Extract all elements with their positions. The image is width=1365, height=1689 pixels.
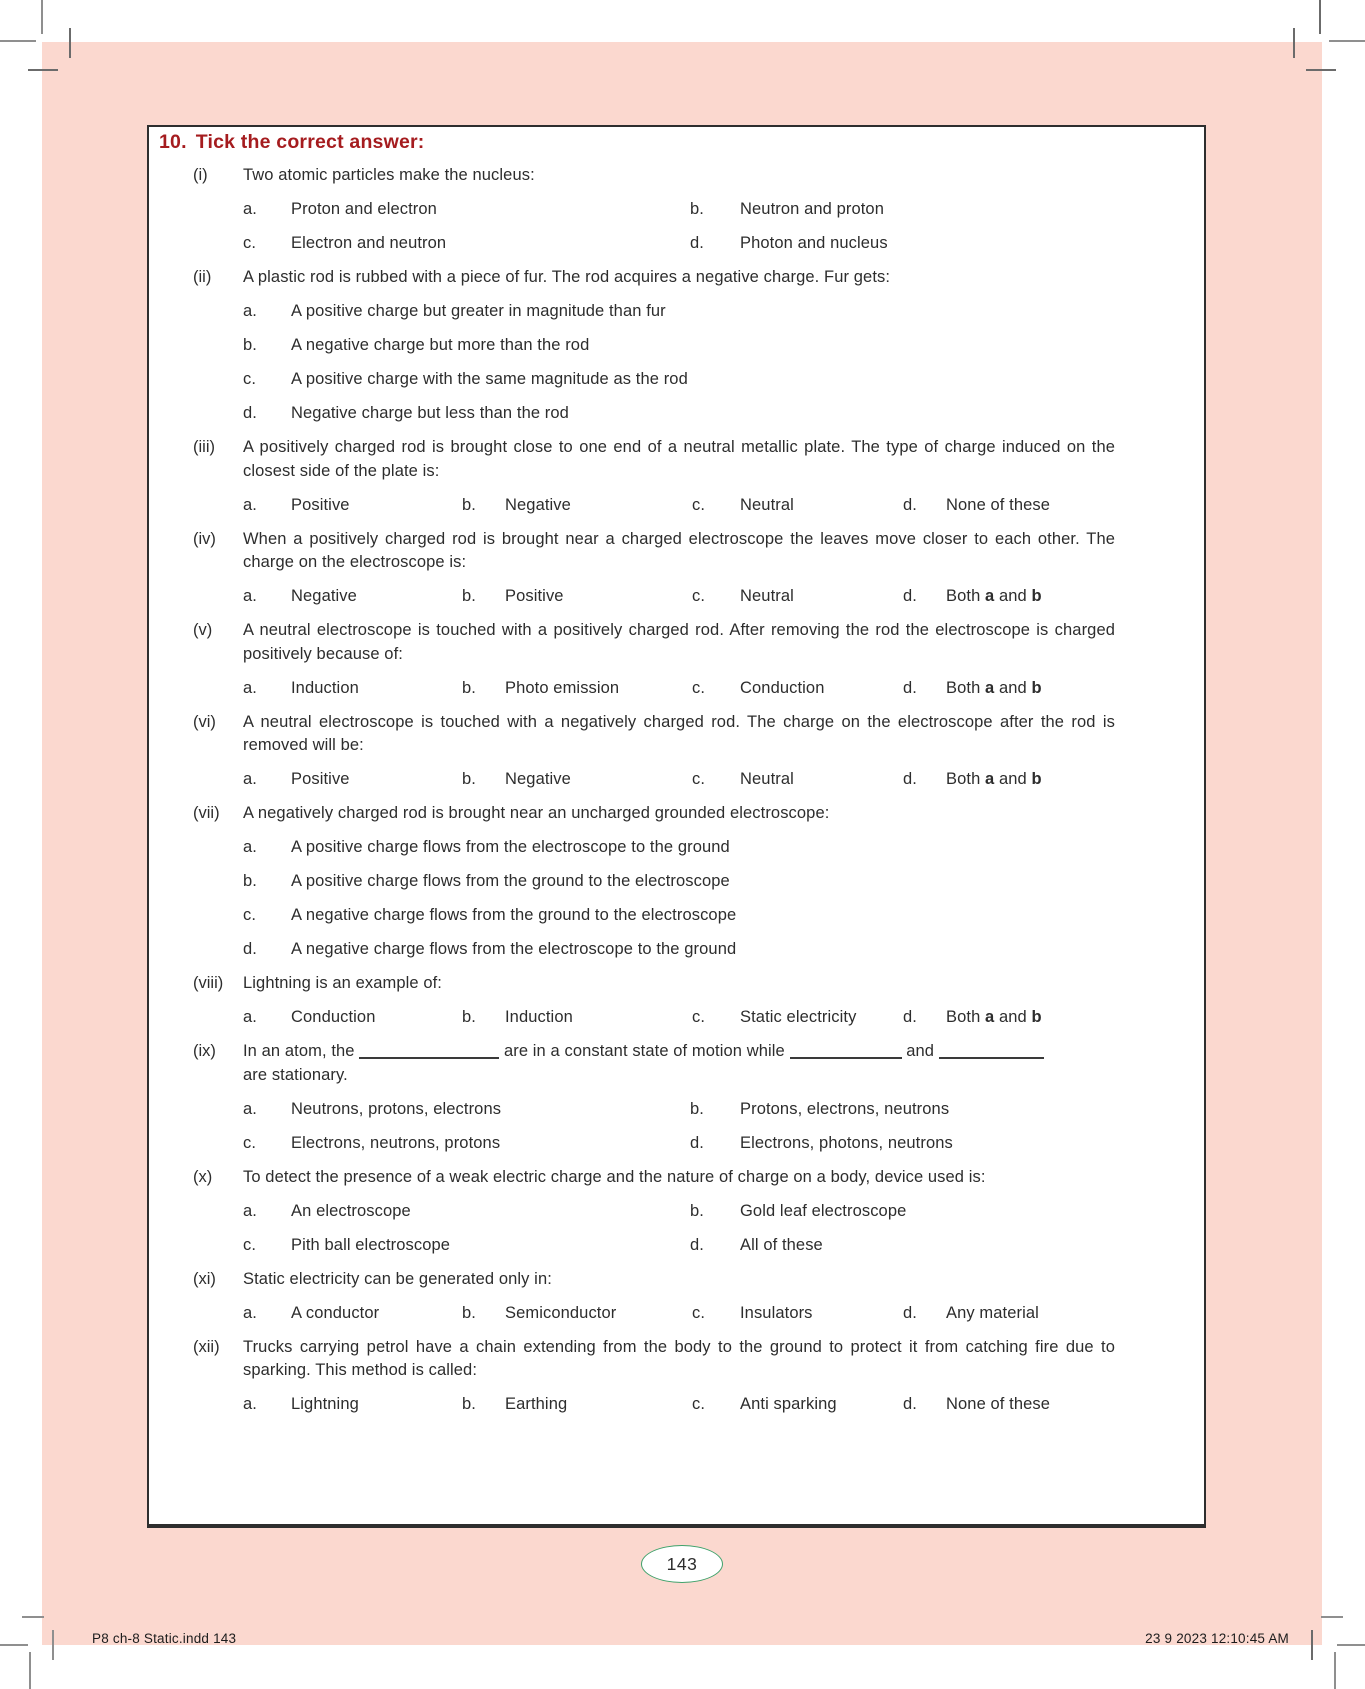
option-text: Semiconductor	[505, 1303, 617, 1322]
option	[243, 938, 1192, 962]
crop-mark	[1293, 28, 1295, 58]
option	[690, 1098, 1192, 1122]
option	[243, 368, 1192, 392]
option-letter: a.	[243, 1201, 257, 1220]
option	[903, 585, 1192, 609]
option	[690, 198, 1192, 222]
crop-mark	[41, 0, 43, 34]
question-text: Lightning is an example of:	[243, 974, 442, 992]
options-grid	[243, 1302, 1192, 1326]
blank-line	[790, 1041, 902, 1060]
crop-mark	[0, 1644, 28, 1646]
option-letter: a.	[243, 838, 257, 856]
option	[243, 198, 690, 222]
option-text: Anti sparking	[740, 1395, 837, 1413]
option-text: A positive charge with the same magnitude as the rod	[291, 370, 688, 388]
question-text: A plastic rod is rubbed with a piece of fur. The rod acquires a negative charge. Fur gets:	[243, 268, 891, 286]
question-number: (ii)	[193, 268, 212, 286]
question-number: (xii)	[193, 1337, 220, 1356]
option-text: Induction	[505, 1008, 573, 1026]
options-list	[243, 836, 1192, 962]
question-text: In an atom, the are in a constant state of motion while and	[243, 1040, 1115, 1064]
option	[692, 1302, 903, 1326]
option-letter: b.	[462, 1395, 476, 1413]
question-text: are stationary.	[243, 1065, 348, 1084]
option-text: Electrons, neutrons, protons	[291, 1133, 501, 1152]
option-text: Lightning	[291, 1395, 359, 1413]
options-grid	[243, 677, 1192, 701]
option-letter: d.	[690, 234, 704, 252]
question-number: (vii)	[193, 804, 220, 822]
crop-mark	[1306, 69, 1336, 71]
option-text: Gold leaf electroscope	[740, 1201, 907, 1220]
option	[690, 232, 1192, 256]
option-letter: c.	[692, 1395, 706, 1413]
option-text: Electron and neutron	[291, 234, 447, 252]
option-text: Negative charge but less than the rod	[291, 404, 569, 422]
page-number: 143	[666, 1553, 698, 1574]
crop-mark	[28, 69, 58, 71]
option-text: Negative	[505, 770, 571, 788]
quiz-title-text: Tick the correct answer:	[195, 131, 425, 153]
question-text: Static electricity can be generated only in:	[243, 1269, 552, 1288]
option-text: Both a and b	[946, 1008, 1042, 1026]
option-letter: d.	[903, 587, 917, 605]
option	[462, 1302, 692, 1326]
option-letter: c.	[692, 1303, 706, 1322]
question-vii	[159, 802, 1192, 972]
option-letter: d.	[903, 495, 917, 514]
page-number-badge	[641, 1545, 723, 1583]
option-text: A negative charge but more than the rod	[291, 336, 590, 354]
option-letter: b.	[243, 872, 257, 890]
options-grid	[243, 1200, 1192, 1258]
option-letter: b.	[462, 1008, 476, 1026]
option	[243, 768, 462, 792]
option	[243, 1098, 690, 1122]
option	[462, 768, 692, 792]
question-number: (v)	[193, 621, 213, 639]
option-text: Neutral	[740, 770, 794, 788]
option	[903, 677, 1192, 701]
crop-mark	[0, 40, 36, 42]
option-letter: c.	[692, 587, 706, 605]
option	[692, 677, 903, 701]
option	[462, 1006, 692, 1030]
option	[903, 1006, 1192, 1030]
option-letter: b.	[690, 1201, 704, 1220]
option-letter: a.	[243, 495, 257, 514]
option	[243, 585, 462, 609]
question-i	[159, 164, 1192, 266]
option	[243, 1393, 462, 1417]
option-letter: b.	[462, 587, 476, 605]
option-letter: a.	[243, 678, 257, 697]
option-letter: a.	[243, 587, 257, 605]
question-number: (iv)	[193, 529, 216, 548]
option-letter: d.	[903, 1303, 917, 1322]
option-text: Negative	[291, 587, 357, 605]
crop-mark	[22, 1616, 44, 1618]
option	[243, 870, 1192, 894]
option-letter: b.	[690, 1099, 704, 1118]
option	[692, 585, 903, 609]
option	[690, 1200, 1192, 1224]
option-letter: d.	[903, 770, 917, 788]
question-viii	[159, 972, 1192, 1040]
option-text: Conduction	[291, 1008, 376, 1026]
option-text: None of these	[946, 1395, 1051, 1413]
options-grid	[243, 585, 1192, 609]
crop-mark	[1334, 1652, 1336, 1689]
option-text: A negative charge flows from the ground to the electroscope	[291, 906, 737, 924]
crop-mark	[29, 1652, 31, 1689]
question-number: (iii)	[193, 438, 215, 456]
option-letter: b.	[462, 678, 476, 697]
question-iv	[159, 528, 1192, 620]
option-letter: d.	[243, 404, 257, 422]
option-text: A positive charge flows from the ground to the electroscope	[291, 872, 730, 890]
option-letter: c.	[692, 1008, 706, 1026]
options-grid	[243, 1006, 1192, 1030]
option-text: Neutral	[740, 587, 794, 605]
question-text: A neutral electroscope is touched with a negatively charged rod. The charge on the electroscope after the rod is removed will be:	[243, 712, 1115, 754]
option	[243, 1132, 690, 1156]
question-text: A positively charged rod is brought close to one end of a neutral metallic plate. The type of charge induced on the closest side of the plate is:	[243, 438, 1115, 480]
option	[462, 494, 692, 518]
question-text: Trucks carrying petrol have a chain extending from the body to the ground to protect it from catching fire due to sparking. This method is called:	[243, 1337, 1115, 1379]
option-text: All of these	[740, 1235, 823, 1254]
option	[690, 1234, 1192, 1258]
option-text: Insulators	[740, 1303, 813, 1322]
option-letter: b.	[690, 200, 704, 218]
option-text: Conduction	[740, 678, 825, 697]
option	[690, 1132, 1192, 1156]
option-text: Negative	[505, 495, 571, 514]
option	[243, 232, 690, 256]
question-number: (xi)	[193, 1269, 216, 1288]
option-letter: c.	[692, 678, 706, 697]
option-letter: d.	[903, 1008, 917, 1026]
option	[243, 677, 462, 701]
question-number: (ix)	[193, 1042, 216, 1060]
option-letter: c.	[692, 495, 706, 514]
option-text: Both a and b	[946, 587, 1042, 605]
option	[243, 1200, 690, 1224]
options-grid	[243, 1098, 1192, 1156]
option-letter: a.	[243, 1008, 257, 1026]
options-grid	[243, 768, 1192, 792]
crop-mark	[69, 28, 71, 58]
quiz-number: 10.	[159, 131, 187, 153]
option-text: A positive charge but greater in magnitude than fur	[291, 302, 666, 320]
crop-mark	[1337, 1644, 1365, 1646]
option-text: Positive	[291, 770, 350, 788]
content-box	[147, 125, 1206, 1528]
option-letter: c.	[243, 234, 257, 252]
option-letter: c.	[243, 906, 257, 924]
option	[243, 1234, 690, 1258]
option-text: Photo emission	[505, 678, 620, 697]
footer-timestamp: 23 9 2023 12:10:45 AM	[1145, 1631, 1289, 1646]
option-letter: b.	[462, 495, 476, 514]
options-grid	[243, 1393, 1192, 1417]
option	[243, 836, 1192, 860]
option	[462, 585, 692, 609]
option	[903, 1302, 1192, 1326]
option-letter: b.	[462, 1303, 476, 1322]
blank-line	[359, 1041, 499, 1060]
option	[903, 768, 1192, 792]
option-text: Protons, electrons, neutrons	[740, 1099, 950, 1118]
option	[462, 1393, 692, 1417]
option-text: Pith ball electroscope	[291, 1235, 451, 1254]
blank-line	[939, 1041, 1044, 1060]
question-xi	[159, 1268, 1192, 1336]
option	[243, 334, 1192, 358]
question-vi	[159, 711, 1192, 803]
question-xii	[159, 1336, 1192, 1428]
question-v	[159, 619, 1192, 711]
option-text: Proton and electron	[291, 200, 437, 218]
option	[903, 1393, 1192, 1417]
option-text: A positive charge flows from the electroscope to the ground	[291, 838, 730, 856]
options-grid	[243, 494, 1192, 518]
question-text: Two atomic particles make the nucleus:	[243, 166, 535, 184]
option	[243, 904, 1192, 928]
option	[692, 768, 903, 792]
option-letter: a.	[243, 1303, 257, 1322]
question-text: A neutral electroscope is touched with a positively charged rod. After removing the rod the electroscope is charged positively because of:	[243, 621, 1115, 663]
option-letter: d.	[690, 1133, 704, 1152]
option	[692, 1393, 903, 1417]
option-text: Neutron and proton	[740, 200, 884, 218]
option-text: Electrons, photons, neutrons	[740, 1133, 953, 1152]
option-letter: a.	[243, 1099, 257, 1118]
option-text: Any material	[946, 1303, 1039, 1322]
option-text: Positive	[505, 587, 564, 605]
option	[243, 494, 462, 518]
quiz-title	[159, 130, 1192, 155]
option-text: Static electricity	[740, 1008, 857, 1026]
option-text: Both a and b	[946, 770, 1042, 788]
option-letter: b.	[462, 770, 476, 788]
crop-mark	[1319, 0, 1321, 34]
option-letter: d.	[690, 1235, 704, 1254]
option	[462, 677, 692, 701]
question-number: (i)	[193, 166, 208, 184]
crop-mark	[1329, 40, 1365, 42]
option-letter: d.	[903, 678, 917, 697]
question-iii	[159, 436, 1192, 528]
option	[903, 494, 1192, 518]
option-text: Induction	[291, 678, 359, 697]
option-text: Neutrons, protons, electrons	[291, 1099, 502, 1118]
option-text: None of these	[946, 495, 1051, 514]
option-letter: a.	[243, 1395, 257, 1413]
option-letter: c.	[692, 770, 706, 788]
options-list	[243, 300, 1192, 426]
option-text: Neutral	[740, 495, 794, 514]
option-text: A negative charge flows from the electroscope to the ground	[291, 940, 737, 958]
crop-mark	[1321, 1616, 1343, 1618]
question-ix	[159, 1040, 1192, 1166]
question-text: When a positively charged rod is brought near a charged electroscope the leaves move closer to each other. The charge on the electroscope is:	[243, 529, 1115, 571]
question-number: (viii)	[193, 974, 224, 992]
option-letter: a.	[243, 200, 257, 218]
option-text: A conductor	[291, 1303, 380, 1322]
question-number: (x)	[193, 1167, 213, 1186]
option	[243, 1006, 462, 1030]
question-text: To detect the presence of a weak electric charge and the nature of charge on a body, device used is:	[243, 1167, 986, 1186]
option	[692, 494, 903, 518]
crop-mark	[52, 1630, 54, 1660]
option-letter: d.	[903, 1395, 917, 1413]
option-letter: c.	[243, 1235, 257, 1254]
question-ii	[159, 266, 1192, 436]
question-number: (vi)	[193, 712, 216, 731]
option-text: Positive	[291, 495, 350, 514]
option-letter: c.	[243, 370, 257, 388]
option	[243, 1302, 462, 1326]
question-x	[159, 1166, 1192, 1268]
option-letter: a.	[243, 302, 257, 320]
option-letter: d.	[243, 940, 257, 958]
option-text: Photon and nucleus	[740, 234, 888, 252]
option-letter: c.	[243, 1133, 257, 1152]
footer-file-info: P8 ch-8 Static.indd 143	[92, 1631, 237, 1646]
options-grid	[243, 198, 1192, 256]
option-text: Both a and b	[946, 678, 1042, 697]
option-text: An electroscope	[291, 1201, 411, 1220]
option-letter: a.	[243, 770, 257, 788]
option	[243, 402, 1192, 426]
option	[243, 300, 1192, 324]
question-text: A negatively charged rod is brought near an uncharged grounded electroscope:	[243, 804, 830, 822]
option	[692, 1006, 903, 1030]
option-letter: b.	[243, 336, 257, 354]
crop-mark	[1311, 1630, 1313, 1660]
option-text: Earthing	[505, 1395, 568, 1413]
